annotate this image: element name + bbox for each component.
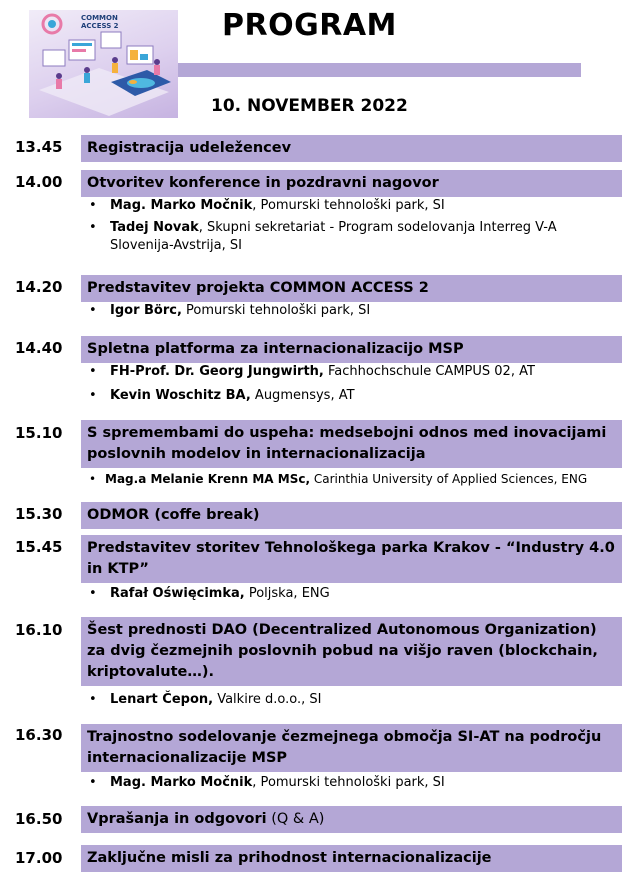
agenda-time: 16.50 [15, 810, 63, 828]
event-date: 10. NOVEMBER 2022 [211, 96, 408, 116]
speaker-name: FH-Prof. Dr. Georg Jungwirth, [110, 364, 324, 379]
speaker-entry [89, 470, 609, 488]
speaker-name: Mag.a Melanie Krenn MA MSc, [105, 472, 311, 486]
agenda-item-title: Predstavitev projekta COMMON ACCESS 2 [81, 275, 622, 302]
bullet-icon: • [89, 303, 97, 318]
speaker-name: Kevin Woschitz BA, [110, 388, 251, 403]
speaker-name: Mag. Marko Močnik [110, 775, 253, 790]
agenda-time: 15.30 [15, 505, 63, 523]
bullet-icon: • [89, 775, 97, 790]
speaker-entry [89, 219, 609, 255]
speaker-entry [89, 585, 609, 603]
agenda-item-title: Trajnostno sodelovanje čezmejnega območja SI-AT na področju internacionalizacije MSP [81, 724, 622, 772]
speaker-detail: , Pomurski tehnološki park, SI [252, 198, 445, 213]
agenda-time: 15.10 [15, 424, 63, 442]
agenda-time: 15.45 [15, 538, 63, 556]
speaker-name: Tadej Novak [110, 220, 199, 235]
agenda-time: 16.10 [15, 621, 63, 639]
bullet-icon: • [89, 472, 97, 486]
speaker-entry [89, 387, 609, 405]
bullet-icon: • [89, 692, 97, 707]
speaker-entry [89, 302, 609, 320]
agenda-item-title: S spremembami do uspeha: medsebojni odnos med inovacijami poslovnih modelov in internacionalizacija [81, 420, 622, 468]
title-underline-bar [178, 63, 581, 77]
speaker-name: Mag. Marko Močnik [110, 198, 253, 213]
agenda-time: 13.45 [15, 138, 63, 156]
bullet-icon: • [89, 198, 97, 213]
logo-title: COMMON ACCESS 2 [81, 14, 119, 30]
speaker-detail: Fachhochschule CAMPUS 02, AT [323, 364, 535, 379]
speaker-detail: Valkire d.o.o., SI [213, 692, 322, 707]
agenda-item-title: Vprašanja in odgovori (Q & A) [81, 806, 622, 833]
speaker-detail: , Pomurski tehnološki park, SI [252, 775, 445, 790]
bullet-icon: • [89, 364, 97, 379]
bullet-icon: • [89, 388, 97, 403]
agenda-time: 14.00 [15, 173, 63, 191]
bullet-icon: • [89, 220, 97, 235]
agenda-item-title: Spletna platforma za internacionalizacijo MSP [81, 336, 622, 363]
agenda-item-title: Šest prednosti DAO (Decentralized Autonomous Organization) za dvig čezmejnih poslovnih pobud na višjo raven (blockchain, kriptovalute…). [81, 617, 622, 686]
agenda-item-title: Otvoritev konference in pozdravni nagovor [81, 170, 622, 197]
speaker-detail: Poljska, ENG [244, 586, 330, 601]
agenda-time: 17.00 [15, 849, 63, 867]
speaker-detail: , Skupni sekretariat - Program sodelovanja Interreg V-A Slovenija-Avstrija, SI [110, 220, 557, 253]
agenda-item-title: Zaključne misli za prihodnost internacionalizacije [81, 845, 622, 872]
bullet-icon: • [89, 586, 97, 601]
speaker-name: Igor Börc, [110, 303, 182, 318]
speaker-detail: Carinthia University of Applied Sciences, ENG [310, 472, 588, 486]
agenda-item-title: ODMOR (coffe break) [81, 502, 622, 529]
agenda-item-title: Predstavitev storitev Tehnološkega parka Krakov - “Industry 4.0 in KTP” [81, 535, 622, 583]
speaker-entry [89, 197, 609, 215]
speaker-entry [89, 691, 609, 709]
speaker-entry [89, 774, 609, 792]
agenda-time: 14.40 [15, 339, 63, 357]
speaker-detail: Pomurski tehnološki park, SI [181, 303, 371, 318]
speaker-name: Lenart Čepon, [110, 692, 214, 707]
speaker-name: Rafał Oświęcimka, [110, 586, 245, 601]
speaker-detail: Augmensys, AT [250, 388, 355, 403]
agenda-time: 14.20 [15, 278, 63, 296]
page-title: PROGRAM [222, 8, 397, 43]
agenda-item-title: Registracija udeležencev [81, 135, 622, 162]
speaker-entry [89, 363, 609, 381]
conference-logo [29, 10, 178, 118]
agenda-time: 16.30 [15, 726, 63, 744]
